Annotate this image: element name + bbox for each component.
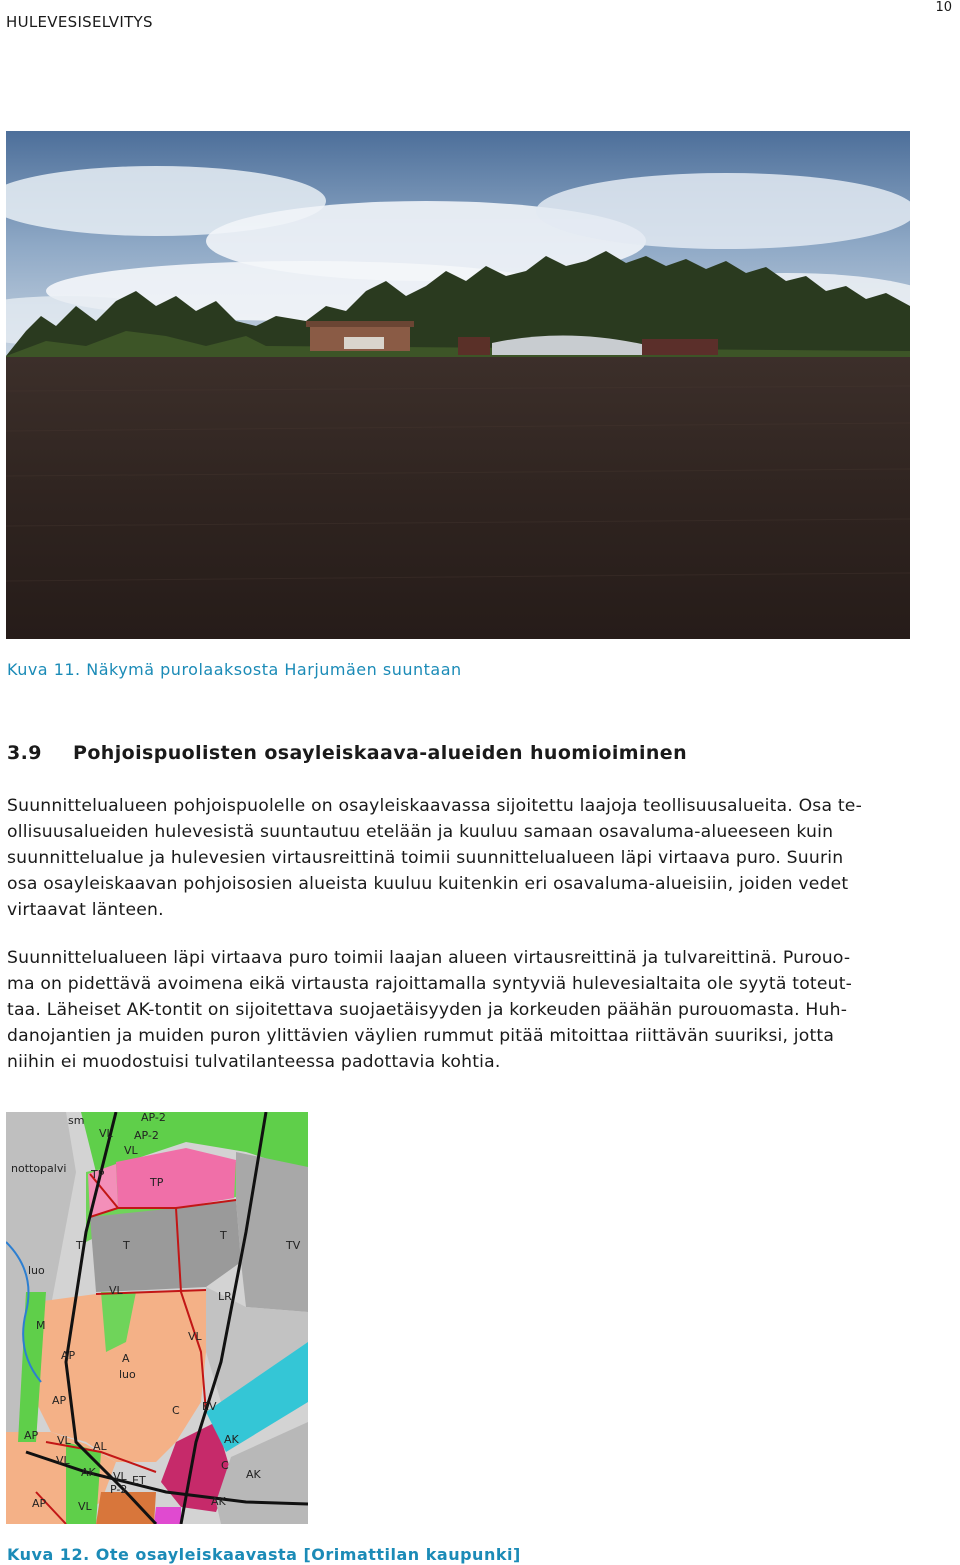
map-label: luo [119, 1368, 136, 1381]
map-label: C [221, 1459, 229, 1472]
paragraph-line: ma on pidettävä avoimena eikä virtausta rajoittamalla syntyviä hulevesialtaita ole syytä toteut- [7, 974, 853, 994]
page-number: 10 [935, 0, 952, 15]
map-label: AP [32, 1497, 47, 1510]
map-label: LR [218, 1290, 232, 1303]
document-header-title: HULEVESISELVITYS [6, 13, 153, 31]
paragraph-line: osa osayleiskaavan pohjoisosien alueista kuuluu kuitenkin eri osavaluma-alueisiin, joiden vedet [7, 874, 849, 894]
paragraph-line: Suunnittelualueen pohjoispuolelle on osayleiskaavassa sijoitettu laajoja teollisuusalueita. Osa te- [7, 796, 862, 816]
map-label: AP-2 [134, 1129, 159, 1142]
map-label: VL [109, 1284, 123, 1297]
map-label: T [123, 1239, 130, 1252]
map-label: sm [68, 1114, 85, 1127]
map-label: luo [28, 1264, 45, 1277]
section-heading [7, 742, 687, 764]
field-landscape-photo [6, 131, 910, 639]
paragraph-line: Suunnittelualueen läpi virtaava puro toimii laajan alueen virtausreittinä ja tulvareittinä. Purouo- [7, 948, 851, 968]
map-label: A [122, 1352, 130, 1365]
map-label: VL [99, 1127, 113, 1140]
section-title: Pohjoispuolisten osayleiskaava-alueiden huomioiminen [73, 742, 688, 764]
figure-11-caption: Kuva 11. Näkymä purolaaksosta Harjumäen suuntaan [7, 660, 462, 679]
map-label: T [220, 1229, 227, 1242]
map-label: VL [78, 1500, 92, 1513]
map-label: TP [150, 1176, 164, 1189]
map-label: EV [202, 1400, 217, 1413]
paragraph-line: taa. Läheiset AK-tontit on sijoitettava suojaetäisyyden ja korkeuden päähän purouomasta. Huh- [7, 1000, 848, 1020]
map-label: P-2 [110, 1483, 128, 1496]
map-label: T [76, 1239, 83, 1252]
map-label: AP [61, 1349, 76, 1362]
map-label: AK [81, 1466, 96, 1479]
map-label: AK [224, 1433, 239, 1446]
map-label: AK [211, 1495, 226, 1508]
paragraph-line: suunnittelualue ja hulevesien virtausreittinä toimii suunnittelualueen läpi virtaava puro. Suurin [7, 848, 844, 868]
map-label: VL [113, 1470, 127, 1483]
paragraph-line: danojantien ja muiden puron ylittävien väylien rummut pitää mitoittaa riittävän suuriksi, jotta [7, 1026, 835, 1046]
paragraph-line: niihin ei muodostuisi tulvatilanteessa padottavia kohtia. [7, 1052, 501, 1072]
figure-12-caption: Kuva 12. Ote osayleiskaavasta [Orimattilan kaupunki] [7, 1545, 521, 1564]
body-paragraph-2 [7, 945, 947, 1075]
map-label: M [36, 1319, 46, 1332]
paragraph-line: ollisuusalueiden hulevesistä suuntautuu etelään ja kuuluu samaan osavaluma-alueeseen kuin [7, 822, 834, 842]
map-label: TP [91, 1168, 105, 1181]
map-label: VL [124, 1144, 138, 1157]
map-label: AL [93, 1440, 107, 1453]
map-label: AK [246, 1468, 261, 1481]
map-label: C [172, 1404, 180, 1417]
section-number: 3.9 [7, 742, 42, 764]
map-label: AP [24, 1429, 39, 1442]
map-label: ET [132, 1474, 146, 1487]
map-label: AP-2 [141, 1112, 166, 1124]
map-label: VL [188, 1330, 202, 1343]
map-label: AP [52, 1394, 67, 1407]
zoning-map-excerpt [6, 1112, 308, 1524]
map-label: nottopalvi [11, 1162, 67, 1175]
map-label: VL [56, 1454, 70, 1467]
map-label: TV [286, 1239, 301, 1252]
body-paragraph-1 [7, 793, 947, 923]
paragraph-line: virtaavat länteen. [7, 900, 164, 920]
map-label: VL [57, 1434, 71, 1447]
